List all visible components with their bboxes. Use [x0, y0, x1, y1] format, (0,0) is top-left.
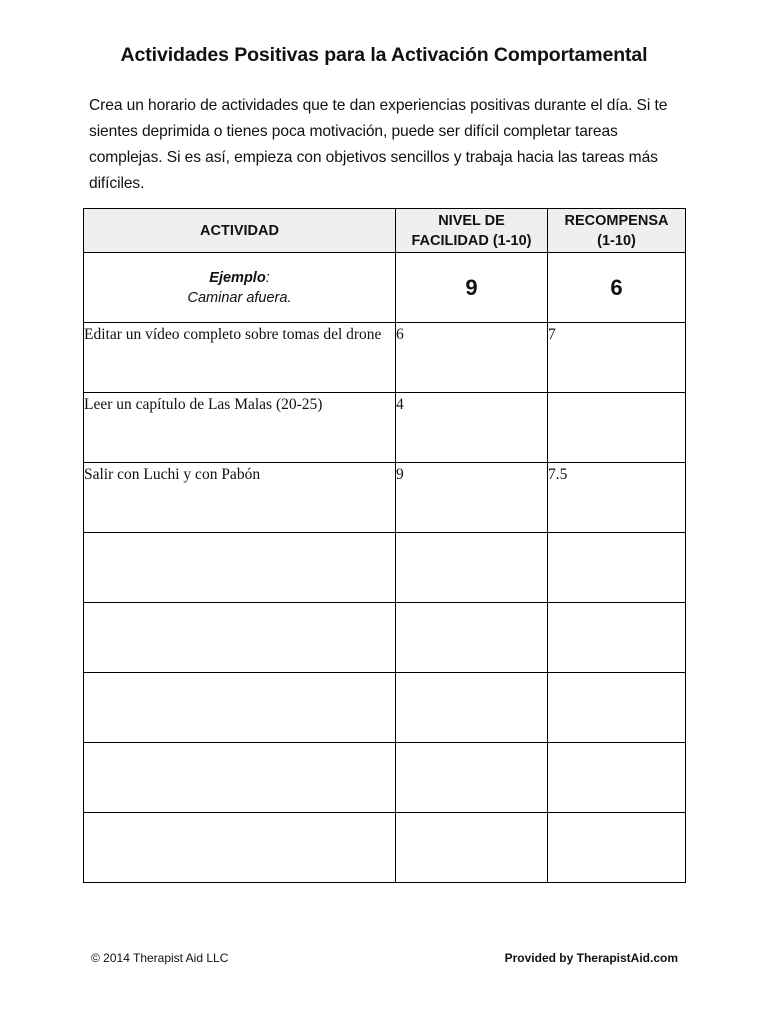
footer-copyright: © 2014 Therapist Aid LLC — [91, 951, 229, 965]
ease-cell[interactable] — [396, 743, 548, 813]
activity-text — [84, 813, 395, 815]
reward-text — [548, 813, 685, 815]
table-row — [84, 533, 686, 603]
reward-cell[interactable] — [548, 393, 686, 463]
header-reward-line2: (1-10) — [597, 232, 636, 249]
table-row — [84, 463, 686, 533]
activity-text: Leer un capítulo de Las Malas (20-25) — [84, 396, 323, 413]
header-ease — [396, 209, 548, 253]
example-activity: Caminar afuera. — [187, 289, 292, 306]
activity-cell[interactable] — [84, 603, 396, 673]
reward-text — [548, 533, 685, 535]
example-colon: : — [265, 269, 270, 286]
reward-cell[interactable] — [548, 533, 686, 603]
example-row — [84, 253, 686, 323]
ease-cell[interactable] — [396, 533, 548, 603]
page-title: Actividades Positivas para la Activación Comportamental — [120, 44, 648, 66]
reward-text — [548, 603, 685, 605]
reward-cell[interactable] — [548, 463, 686, 533]
example-ease-cell — [396, 253, 548, 323]
activity-text — [84, 603, 395, 605]
activity-cell[interactable] — [84, 393, 396, 463]
header-reward-line1: RECOMPENSA — [564, 212, 669, 229]
activity-text: Salir con Luchi y con Pabón — [84, 466, 261, 483]
ease-text — [396, 673, 547, 675]
table-row — [84, 603, 686, 673]
table-row — [84, 393, 686, 463]
ease-cell[interactable] — [396, 463, 548, 533]
footer-provided-by: Provided by TherapistAid.com — [504, 951, 678, 965]
reward-text: 7 — [548, 326, 556, 343]
header-activity — [84, 209, 396, 253]
reward-text — [548, 393, 685, 395]
reward-cell[interactable] — [548, 743, 686, 813]
ease-cell[interactable] — [396, 813, 548, 883]
example-ease: 9 — [465, 274, 478, 300]
reward-text — [548, 743, 685, 745]
header-ease-line1: NIVEL DE — [438, 212, 505, 229]
ease-cell[interactable] — [396, 323, 548, 393]
activity-cell[interactable] — [84, 673, 396, 743]
activity-cell[interactable] — [84, 463, 396, 533]
ease-text — [396, 813, 547, 815]
activity-cell[interactable] — [84, 743, 396, 813]
ease-text — [396, 533, 547, 535]
example-reward: 6 — [610, 274, 623, 300]
example-label: Ejemplo — [209, 269, 266, 286]
intro-paragraph: Crea un horario de actividades que te dan experiencias positivas durante el día. Si te sientes deprimida o tienes poca motivación, puede ser difícil completar tareas complejas. Si es así, empieza con objetivos sencillos y trabaja hacia las tareas más difíciles. — [89, 97, 668, 192]
activity-cell[interactable] — [84, 813, 396, 883]
table-row — [84, 323, 686, 393]
activity-text — [84, 533, 395, 535]
ease-text: 9 — [396, 466, 404, 483]
reward-cell[interactable] — [548, 323, 686, 393]
activity-text: Editar un vídeo completo sobre tomas del drone — [84, 326, 382, 343]
header-reward — [548, 209, 686, 253]
activities-table — [83, 208, 686, 883]
table-row — [84, 743, 686, 813]
header-ease-line2: FACILIDAD (1-10) — [411, 232, 532, 249]
activity-cell[interactable] — [84, 533, 396, 603]
ease-cell[interactable] — [396, 673, 548, 743]
ease-text — [396, 743, 547, 745]
activity-text — [84, 743, 395, 745]
table-header-row — [84, 209, 686, 253]
reward-cell[interactable] — [548, 813, 686, 883]
reward-cell[interactable] — [548, 673, 686, 743]
ease-cell[interactable] — [396, 393, 548, 463]
header-activity-label: ACTIVIDAD — [200, 222, 279, 239]
activity-cell[interactable] — [84, 323, 396, 393]
ease-cell[interactable] — [396, 603, 548, 673]
activity-text — [84, 673, 395, 675]
table-row — [84, 813, 686, 883]
reward-text — [548, 673, 685, 675]
reward-text: 7.5 — [548, 466, 568, 483]
ease-text — [396, 603, 547, 605]
table-row — [84, 673, 686, 743]
ease-text: 6 — [396, 326, 404, 343]
example-activity-cell — [84, 253, 396, 323]
example-reward-cell — [548, 253, 686, 323]
ease-text: 4 — [396, 396, 404, 413]
reward-cell[interactable] — [548, 603, 686, 673]
